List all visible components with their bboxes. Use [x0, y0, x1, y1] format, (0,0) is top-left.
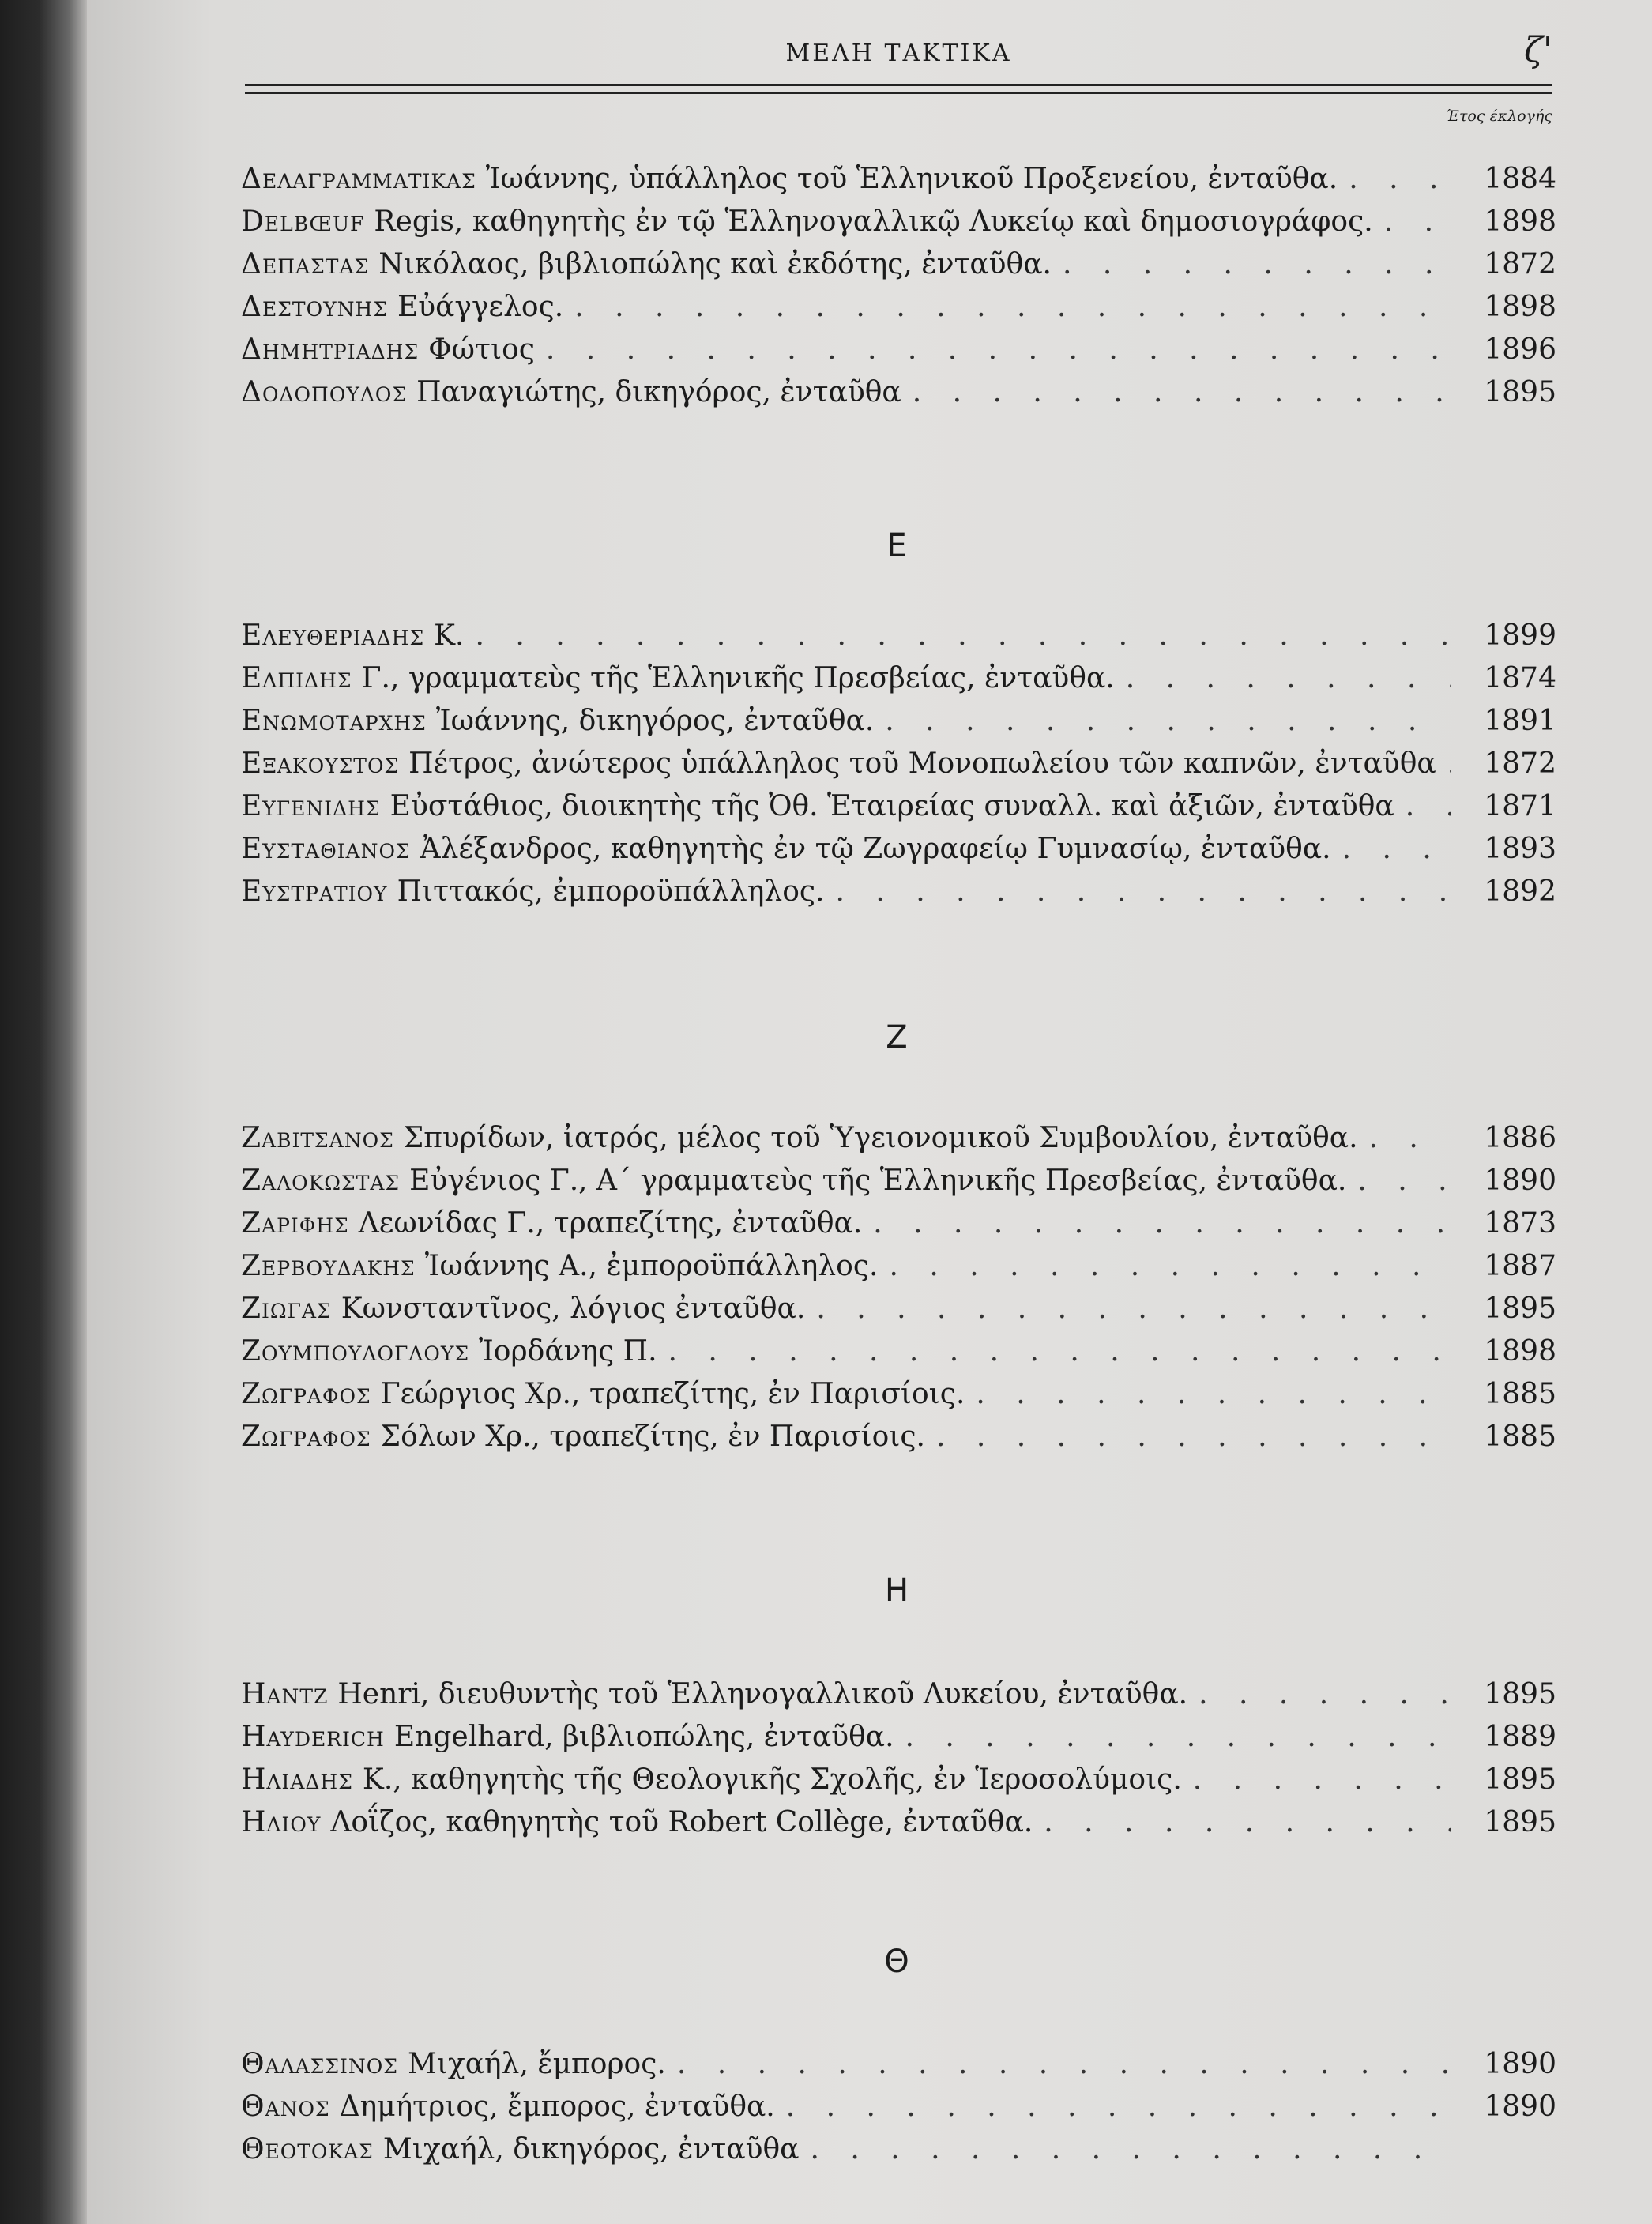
running-title: ΜΕΛΗ ΤΑΚΤΙΚΑ: [785, 40, 1012, 67]
member-surname: Θεοτοκας: [241, 2133, 374, 2166]
member-description: Δημήτριος, ἔμπορος, ἐνταῦθα.: [339, 2090, 775, 2123]
election-year: 1890: [1484, 1165, 1556, 1197]
dot-leader: [1063, 248, 1451, 280]
dot-leader: [1126, 662, 1451, 694]
member-description: Εὐγένιος Γ., Α΄ γραμματεὺς τῆς Ἑλληνικῆς Πρεσβείας, ἐνταῦθα.: [409, 1165, 1347, 1197]
member-surname: Θαλασσινος: [241, 2048, 398, 2080]
dot-leader: [546, 333, 1451, 366]
dot-leader: [873, 1207, 1451, 1240]
member-entry: [241, 1165, 1556, 1204]
member-entry: [241, 2090, 1556, 2130]
member-entry: [241, 205, 1556, 245]
member-description: Ἰωάννης, ὑπάλληλος τοῦ Ἑλληνικοῦ Προξενείου, ἐνταῦθα.: [485, 163, 1338, 195]
member-description: Henri, διευθυντὴς τοῦ Ἑλληνογαλλικοῦ Λυκείου, ἐνταῦθα.: [337, 1678, 1188, 1710]
member-surname: Ηλιου: [241, 1806, 322, 1838]
header-rule: [245, 84, 1552, 86]
member-surname: Ζερβουδακης: [241, 1250, 416, 1282]
dot-leader: [668, 1335, 1451, 1368]
member-description: Λεωνίδας Γ., τραπεζίτης, ἐνταῦθα.: [358, 1207, 863, 1240]
member-description: Ἰωάννης, δικηγόρος, ἐνταῦθα.: [435, 705, 875, 737]
dot-leader: [1384, 205, 1451, 238]
member-description: Λοΐζος, καθηγητὴς τοῦ Robert Collège, ἐνταῦθα.: [330, 1806, 1033, 1838]
election-year: 1872: [1484, 747, 1556, 780]
member-entry: [241, 333, 1556, 373]
election-year: 1898: [1484, 205, 1556, 238]
member-entry: [241, 1122, 1556, 1161]
member-surname: Δημητριαδης: [241, 333, 420, 366]
election-year: 1886: [1484, 1122, 1556, 1154]
election-year: 1871: [1484, 790, 1556, 822]
election-year: 1889: [1484, 1721, 1556, 1753]
member-description: Μιχαήλ, δικηγόρος, ἐνταῦθα: [382, 2133, 800, 2166]
member-description: Engelhard, βιβλιοπώλης, ἐνταῦθα.: [393, 1721, 894, 1753]
member-surname: Ενωμοταρχης: [241, 705, 427, 737]
member-entry: [241, 1721, 1556, 1760]
header-rule: [245, 92, 1552, 94]
member-description: Κ., καθηγητὴς τῆς Θεολογικῆς Σχολῆς, ἐν Ἱεροσολύμοις.: [362, 1763, 1182, 1796]
section-letter: Ζ: [886, 1019, 908, 1056]
election-year: 1873: [1484, 1207, 1556, 1240]
member-entry: [241, 1378, 1556, 1417]
year-column-heading: Έτος έκλογής: [1445, 107, 1552, 125]
member-surname: Εξακουστος: [241, 747, 400, 780]
member-surname: Ζαλοκωστας: [241, 1165, 401, 1197]
member-surname: Ελπιδης: [241, 662, 352, 694]
election-year: 1893: [1484, 833, 1556, 865]
election-year: 1895: [1484, 1763, 1556, 1796]
dot-leader: [677, 2048, 1451, 2080]
member-surname: Δεπαστας: [241, 248, 370, 280]
section-letter: Ε: [886, 528, 907, 564]
member-description: Εὐάγγελος.: [397, 291, 564, 323]
member-surname: Delbœuf: [241, 205, 365, 238]
member-surname: Δεστουνης: [241, 291, 388, 323]
election-year: 1890: [1484, 2090, 1556, 2123]
member-entry: [241, 291, 1556, 330]
member-description: Γ., γραμματεὺς τῆς Ἑλληνικῆς Πρεσβείας, ἐνταῦθα.: [361, 662, 1115, 694]
election-year: 1884: [1484, 163, 1556, 195]
election-year: 1874: [1484, 662, 1556, 694]
member-surname: Ζαριφης: [241, 1207, 349, 1240]
dot-leader: [905, 1721, 1451, 1753]
election-year: 1895: [1484, 1806, 1556, 1838]
member-surname: Ζιωγας: [241, 1293, 332, 1325]
election-year: 1899: [1484, 619, 1556, 652]
election-year: 1898: [1484, 291, 1556, 323]
member-description: Σόλων Χρ., τραπεζίτης, ἐν Παρισίοις.: [380, 1421, 925, 1453]
member-description: Κωνσταντῖνος, λόγιος ἐνταῦθα.: [341, 1293, 806, 1325]
member-entry: [241, 833, 1556, 872]
member-entry: [241, 2133, 1556, 2173]
member-entry: [241, 2048, 1556, 2087]
election-year: 1885: [1484, 1378, 1556, 1410]
member-surname: Ζουμπουλογλους: [241, 1335, 470, 1368]
member-description: Regis, καθηγητὴς ἐν τῷ Ἑλληνογαλλικῷ Λυκείῳ καὶ δημοσιογράφος.: [374, 205, 1373, 238]
dot-leader: [889, 1250, 1451, 1282]
dot-leader: [786, 2090, 1451, 2123]
election-year: 1891: [1484, 705, 1556, 737]
member-surname: Ζαβιτσανος: [241, 1122, 394, 1154]
dot-leader: [1199, 1678, 1451, 1710]
member-entry: [241, 1763, 1556, 1803]
member-description: Ἰωάννης Α., ἐμποροϋπάλληλος.: [424, 1250, 879, 1282]
election-year: 1885: [1484, 1421, 1556, 1453]
election-year: 1890: [1484, 2048, 1556, 2080]
member-surname: Δοδοπουλος: [241, 376, 408, 408]
member-entry: [241, 790, 1556, 830]
member-description: Νικόλαος, βιβλιοπώλης καὶ ἐκδότης, ἐνταῦθα.: [378, 248, 1052, 280]
member-surname: Ευστρατιου: [241, 875, 388, 908]
member-description: Ἰορδάνης Π.: [479, 1335, 657, 1368]
member-entry: [241, 662, 1556, 702]
election-year: 1896: [1484, 333, 1556, 366]
election-year: 1895: [1484, 1293, 1556, 1325]
member-entry: [241, 1335, 1556, 1375]
election-year: 1892: [1484, 875, 1556, 908]
dot-leader: [1044, 1806, 1451, 1838]
page-header: [245, 28, 1552, 76]
member-entry: [241, 1806, 1556, 1846]
member-surname: Ζωγραφος: [241, 1378, 371, 1410]
dot-leader: [475, 619, 1451, 652]
member-entry: [241, 1678, 1556, 1718]
book-spine-shadow: [0, 0, 87, 2224]
dot-leader: [1349, 163, 1451, 195]
member-description: Πιττακός, ἐμποροϋπάλληλος.: [397, 875, 825, 908]
member-entry: [241, 619, 1556, 659]
dot-leader: [913, 376, 1451, 408]
dot-leader: [835, 875, 1451, 908]
dot-leader: [1369, 1122, 1451, 1154]
dot-leader: [574, 291, 1451, 323]
member-description: Παναγιώτης, δικηγόρος, ἐνταῦθα: [416, 376, 901, 408]
member-entry: [241, 1250, 1556, 1289]
dot-leader: [1447, 747, 1451, 780]
dot-leader: [816, 1293, 1451, 1325]
member-entry: [241, 376, 1556, 416]
member-description: Σπυρίδων, ἰατρός, μέλος τοῦ Ὑγειονομικοῦ Συμβουλίου, ἐνταῦθα.: [403, 1122, 1358, 1154]
dot-leader: [1357, 1165, 1451, 1197]
member-description: Φώτιος: [428, 333, 535, 366]
member-entry: [241, 1207, 1556, 1247]
dot-leader: [1193, 1763, 1451, 1796]
election-year: 1898: [1484, 1335, 1556, 1368]
member-surname: Ευσταθιανος: [241, 833, 411, 865]
member-entry: [241, 747, 1556, 787]
member-surname: Ζωγραφος: [241, 1421, 371, 1453]
member-surname: Ελευθεριαδης: [241, 619, 425, 652]
dot-leader: [936, 1421, 1451, 1453]
member-description: Γεώργιος Χρ., τραπεζίτης, ἐν Παρισίοις.: [380, 1378, 965, 1410]
election-year: 1872: [1484, 248, 1556, 280]
page-number: ζ': [1524, 30, 1552, 70]
member-surname: Hantz: [241, 1678, 329, 1710]
dot-leader: [1406, 790, 1451, 822]
section-letter: Θ: [884, 1944, 909, 1980]
member-entry: [241, 163, 1556, 202]
dot-leader: [976, 1378, 1451, 1410]
member-entry: [241, 1293, 1556, 1332]
election-year: 1887: [1484, 1250, 1556, 1282]
election-year: 1895: [1484, 1678, 1556, 1710]
member-description: Πέτρος, ἀνώτερος ὑπάλληλος τοῦ Μονοπωλείου τῶν καπνῶν, ἐνταῦθα: [408, 747, 1436, 780]
member-surname: Hayderich: [241, 1721, 385, 1753]
member-surname: Ηλιαδης: [241, 1763, 353, 1796]
member-description: Εὐστάθιος, διοικητὴς τῆς Ὀθ. Ἑταιρείας συναλλ. καὶ ἀξιῶν, ἐνταῦθα: [389, 790, 1394, 822]
dot-leader: [1342, 833, 1451, 865]
section-letter: Η: [884, 1572, 909, 1609]
dot-leader: [885, 705, 1451, 737]
dot-leader: [810, 2133, 1451, 2166]
member-description: Μιχαήλ, ἔμπορος.: [407, 2048, 666, 2080]
member-description: Κ.: [434, 619, 465, 652]
member-entry: [241, 1421, 1556, 1460]
election-year: 1895: [1484, 376, 1556, 408]
member-surname: Ευγενιδης: [241, 790, 381, 822]
member-entry: [241, 875, 1556, 915]
member-surname: Δελαγραμματικας: [241, 163, 476, 195]
member-entry: [241, 248, 1556, 288]
member-description: Ἀλέξανδρος, καθηγητὴς ἐν τῷ Ζωγραφείῳ Γυμνασίῳ, ἐνταῦθα.: [420, 833, 1331, 865]
member-surname: Θανος: [241, 2090, 330, 2123]
member-entry: [241, 705, 1556, 744]
